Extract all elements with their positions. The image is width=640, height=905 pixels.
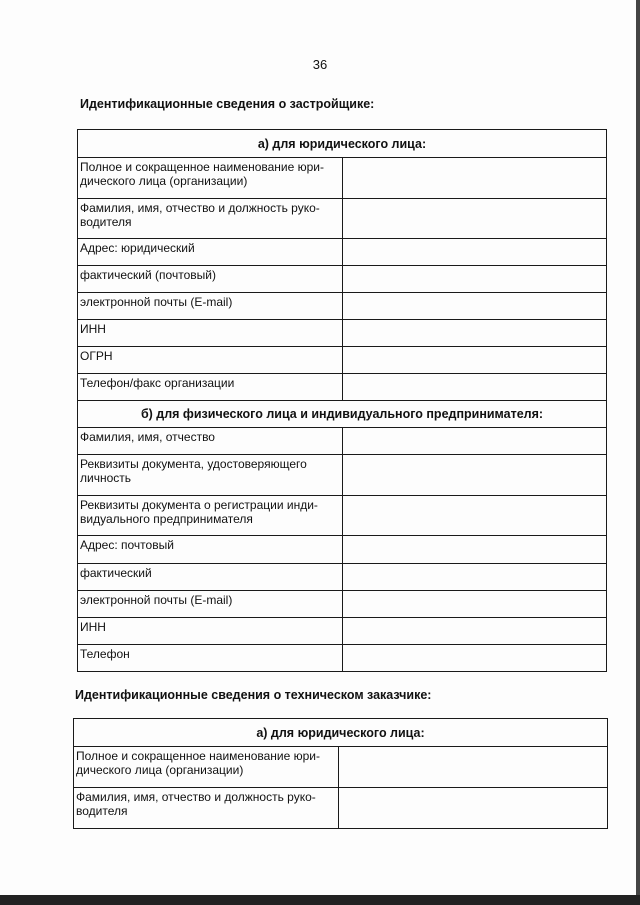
developer-section-title: Идентификационные сведения о застройщике: <box>80 97 375 111</box>
field-label: ИНН <box>80 322 106 336</box>
value-field[interactable] <box>343 266 607 293</box>
value-field[interactable] <box>339 788 608 829</box>
row-label <box>78 374 343 401</box>
legal-entity-header: а) для юридического лица: <box>78 130 607 158</box>
table-header-row <box>78 401 607 428</box>
value-field[interactable] <box>343 618 607 645</box>
field-label: ОГРН <box>80 349 113 363</box>
table-row <box>78 320 607 347</box>
table-row <box>78 374 607 401</box>
table-row <box>78 199 607 239</box>
table-row <box>78 496 607 536</box>
value-field[interactable] <box>343 158 607 199</box>
page-number: 36 <box>312 57 328 72</box>
field-label: Фамилия, имя, отчество и должность руко-водителя <box>76 790 316 818</box>
value-field[interactable] <box>343 496 607 536</box>
value-field[interactable] <box>343 239 607 266</box>
row-label <box>78 428 343 455</box>
value-field[interactable] <box>343 374 607 401</box>
row-label <box>78 536 343 564</box>
value-field[interactable] <box>343 320 607 347</box>
field-label: фактический <box>80 566 152 580</box>
developer-form-table <box>77 129 607 672</box>
row-label <box>78 496 343 536</box>
value-field[interactable] <box>343 199 607 239</box>
scan-edge-bottom <box>0 895 640 905</box>
value-field[interactable] <box>343 347 607 374</box>
field-label: фактический (почтовый) <box>80 268 216 282</box>
field-label: Реквизиты документа о регистрации инди-видуального предпринимателя <box>80 498 318 526</box>
field-label: Адрес: почтовый <box>80 538 174 552</box>
row-label <box>78 455 343 496</box>
table-header-row <box>74 719 608 747</box>
value-field[interactable] <box>343 428 607 455</box>
table-row <box>78 645 607 672</box>
field-label: Полное и сокращенное наименование юри-дического лица (организации) <box>80 160 324 188</box>
row-label <box>78 564 343 591</box>
row-label <box>78 239 343 266</box>
row-label <box>78 199 343 239</box>
row-label <box>78 320 343 347</box>
legal-entity-header: а) для юридического лица: <box>74 719 608 747</box>
table-row <box>74 788 608 829</box>
table-row <box>78 239 607 266</box>
value-field[interactable] <box>339 747 608 788</box>
scan-edge-right <box>636 0 640 905</box>
row-label <box>78 347 343 374</box>
value-field[interactable] <box>343 645 607 672</box>
customer-section-title: Идентификационные сведения о техническом заказчике: <box>75 688 432 702</box>
customer-form-table <box>73 718 608 829</box>
field-label: Реквизиты документа, удостоверяющего личность <box>80 457 307 485</box>
row-label <box>78 158 343 199</box>
row-label <box>74 747 339 788</box>
row-label <box>78 591 343 618</box>
field-label: ИНН <box>80 620 106 634</box>
field-label: электронной почты (E-mail) <box>80 295 233 309</box>
value-field[interactable] <box>343 536 607 564</box>
field-label: Телефон <box>80 647 130 661</box>
row-label <box>78 293 343 320</box>
row-label <box>78 266 343 293</box>
table-header-row <box>78 130 607 158</box>
table-row <box>78 564 607 591</box>
table-row <box>78 266 607 293</box>
field-label: электронной почты (E-mail) <box>80 593 233 607</box>
field-label: Телефон/факс организации <box>80 376 235 390</box>
value-field[interactable] <box>343 293 607 320</box>
field-label: Полное и сокращенное наименование юри-дического лица (организации) <box>76 749 320 777</box>
row-label <box>74 788 339 829</box>
value-field[interactable] <box>343 591 607 618</box>
table-row <box>74 747 608 788</box>
table-row <box>78 428 607 455</box>
table-row <box>78 536 607 564</box>
table-row <box>78 455 607 496</box>
field-label: Фамилия, имя, отчество и должность руко-водителя <box>80 201 320 229</box>
field-label: Фамилия, имя, отчество <box>80 430 215 444</box>
field-label: Адрес: юридический <box>80 241 195 255</box>
table-row <box>78 618 607 645</box>
table-row <box>78 347 607 374</box>
table-row <box>78 591 607 618</box>
row-label <box>78 645 343 672</box>
value-field[interactable] <box>343 564 607 591</box>
individual-header: б) для физического лица и индивидуального предпринимателя: <box>78 401 607 428</box>
table-row <box>78 158 607 199</box>
value-field[interactable] <box>343 455 607 496</box>
table-row <box>78 293 607 320</box>
row-label <box>78 618 343 645</box>
